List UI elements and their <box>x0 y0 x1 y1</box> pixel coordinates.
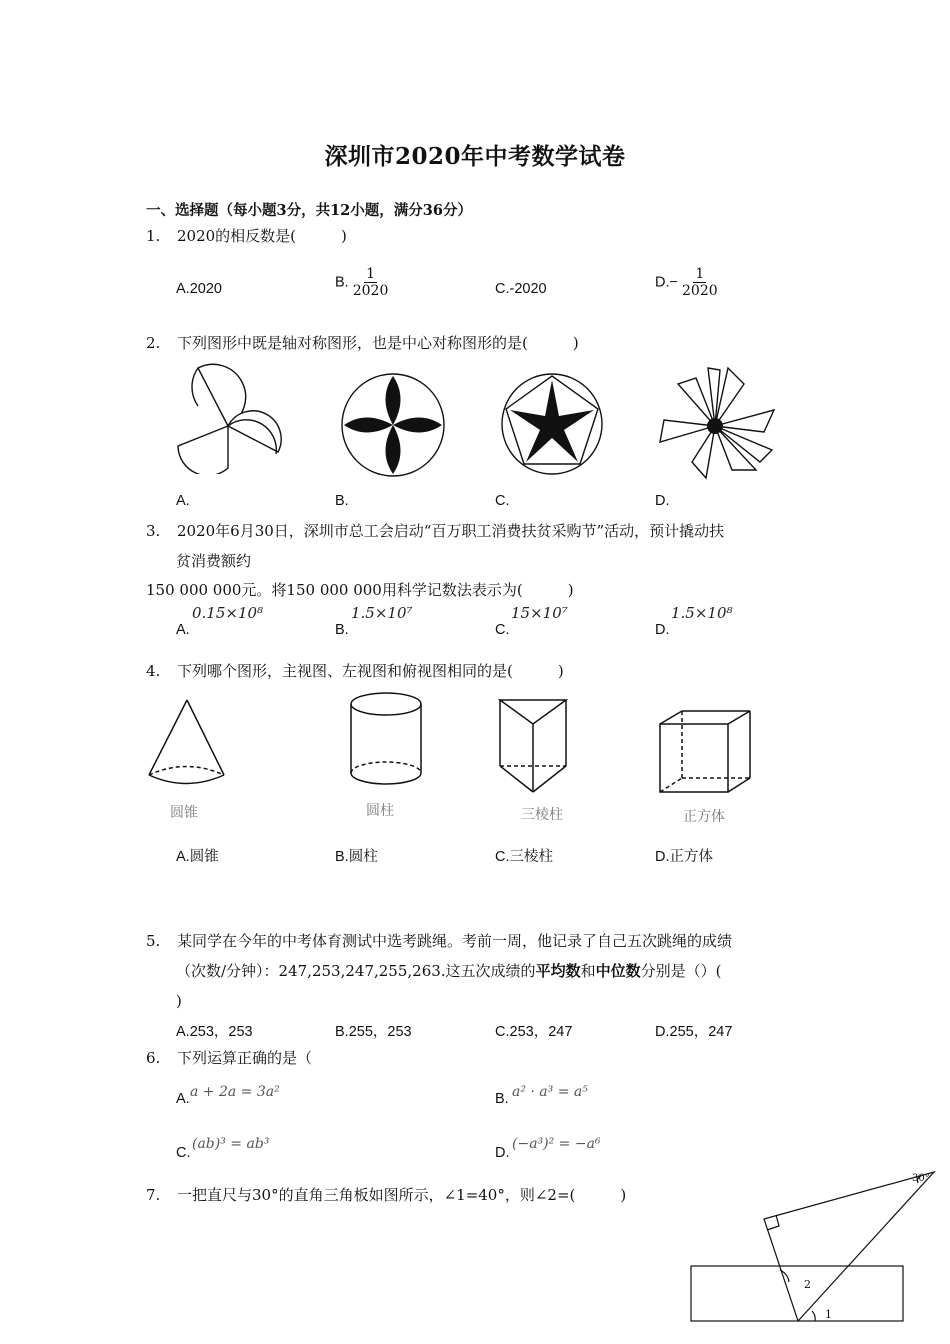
question-text-line2 <box>176 961 806 981</box>
option-b: B. <box>335 493 349 509</box>
text-part: （次数/分钟）：247,253,247,255,263.这五次成绩的 <box>176 962 536 980</box>
option-c: C. <box>495 622 510 638</box>
text-part: 和 <box>580 962 596 980</box>
figure-caption-prism: 三棱柱 <box>521 807 563 823</box>
question-text: 下列图形中既是轴对称图形，也是中心对称图形的是( ) <box>177 334 579 352</box>
page-title: 深圳市2020年中考数学试卷 <box>324 143 626 170</box>
option-c: C.-2020 <box>495 281 547 297</box>
option-c: C.三棱柱 <box>495 849 553 865</box>
emphasis-mean: 平均数 <box>535 962 581 980</box>
question-number: 1. <box>146 227 161 245</box>
flower-circle-figure <box>338 370 448 480</box>
numerator: 1 <box>366 266 376 282</box>
question-number: 3. <box>146 522 161 540</box>
fraction <box>353 266 389 299</box>
label-angle-2: 2 <box>804 1278 811 1291</box>
option-d: D.255，247 <box>655 1024 733 1040</box>
cone-figure <box>145 696 229 788</box>
option-a: A.2020 <box>176 281 222 297</box>
option-a-math: 0.15×10⁸ <box>192 604 264 622</box>
question-3 <box>146 521 826 541</box>
option-d-math: 1.5×10⁸ <box>671 604 733 622</box>
question-text-line3: 150 000 000元。将150 000 000用科学记数法表示为( ) <box>146 581 574 599</box>
text-part: 分别是（）( <box>640 962 722 980</box>
option-c-math: 15×10⁷ <box>511 604 568 622</box>
option-a: A.圆锥 <box>176 849 219 865</box>
question-2 <box>146 333 579 353</box>
question-5 <box>146 931 732 951</box>
option-label: D. <box>655 274 670 291</box>
fraction <box>682 266 718 299</box>
option-a: A.253，253 <box>176 1024 253 1040</box>
question-text-line3: ) <box>176 992 182 1010</box>
question-text-line1: 某同学在今年的中考体育测试中选考跳绳。考前一周，他记录了自己五次跳绳的成绩 <box>177 932 733 950</box>
option-a-math: a + 2a = 3a² <box>190 1084 280 1100</box>
question-1 <box>146 226 347 246</box>
denominator: 2020 <box>352 283 389 299</box>
question-text: 一把直尺与30°的直角三角板如图所示，∠1=40°，则∠2=( ) <box>177 1186 627 1204</box>
option-d <box>655 266 718 299</box>
pinwheel-figure <box>170 362 288 474</box>
cylinder-figure <box>346 690 426 790</box>
question-number: 5. <box>146 932 161 950</box>
minus-sign: − <box>669 274 678 291</box>
question-text: 2020的相反数是( ) <box>177 227 347 245</box>
question-text: 下列哪个图形，主视图、左视图和俯视图相同的是( ) <box>177 662 564 680</box>
triangle-pinwheel-figure <box>656 366 776 482</box>
section-heading: 一、选择题（每小题3分，共12小题，满分36分） <box>146 202 472 219</box>
question-6 <box>146 1048 312 1068</box>
option-a: A. <box>176 622 190 638</box>
option-c: C. <box>495 493 510 509</box>
option-b: B.圆柱 <box>335 849 378 865</box>
star-pentagon-figure <box>498 370 606 478</box>
option-b-math: a² · a³ = a⁵ <box>512 1084 588 1100</box>
option-b-math: 1.5×10⁷ <box>351 604 413 622</box>
option-a: A. <box>176 493 190 509</box>
option-d: D. <box>655 622 670 638</box>
option-c: C. <box>176 1145 191 1161</box>
numerator: 1 <box>695 266 705 282</box>
ruler-triangle-figure <box>688 1164 940 1324</box>
label-30-degrees: 30° <box>912 1173 930 1184</box>
option-label: B. <box>335 274 349 291</box>
figure-caption-cube: 正方体 <box>683 809 725 825</box>
question-number: 6. <box>146 1049 161 1067</box>
option-c-math: (ab)³ = ab³ <box>192 1136 270 1152</box>
question-text: 下列运算正确的是（ <box>177 1049 313 1067</box>
question-7 <box>146 1185 626 1205</box>
emphasis-median: 中位数 <box>595 962 641 980</box>
triangular-prism-figure <box>496 696 572 798</box>
figure-caption-cylinder: 圆柱 <box>366 803 394 819</box>
option-c: C.253，247 <box>495 1024 573 1040</box>
question-number: 2. <box>146 334 161 352</box>
cube-figure <box>656 708 756 798</box>
figure-caption-cone: 圆锥 <box>170 805 198 821</box>
question-text-line2: 贫消费额约 <box>176 552 252 570</box>
option-b <box>335 266 388 299</box>
option-d: D. <box>495 1145 510 1161</box>
question-number: 7. <box>146 1186 161 1204</box>
option-d-math: (−a³)² = −a⁶ <box>512 1136 601 1152</box>
option-d: D.正方体 <box>655 849 713 865</box>
triangle-shape <box>764 1172 934 1321</box>
ruler-shape <box>691 1266 903 1321</box>
denominator: 2020 <box>682 283 718 299</box>
option-b: B.255，253 <box>335 1024 412 1040</box>
option-b: B. <box>335 622 349 638</box>
option-d: D. <box>655 493 670 509</box>
question-text-line1: 2020年6月30日，深圳市总工会启动“百万职工消费扶贫采购节”活动，预计撬动扶 <box>177 522 725 540</box>
option-a: A. <box>176 1091 190 1107</box>
label-angle-1: 1 <box>825 1308 832 1321</box>
question-number: 4. <box>146 662 161 680</box>
question-4 <box>146 661 564 681</box>
option-b: B. <box>495 1091 509 1107</box>
